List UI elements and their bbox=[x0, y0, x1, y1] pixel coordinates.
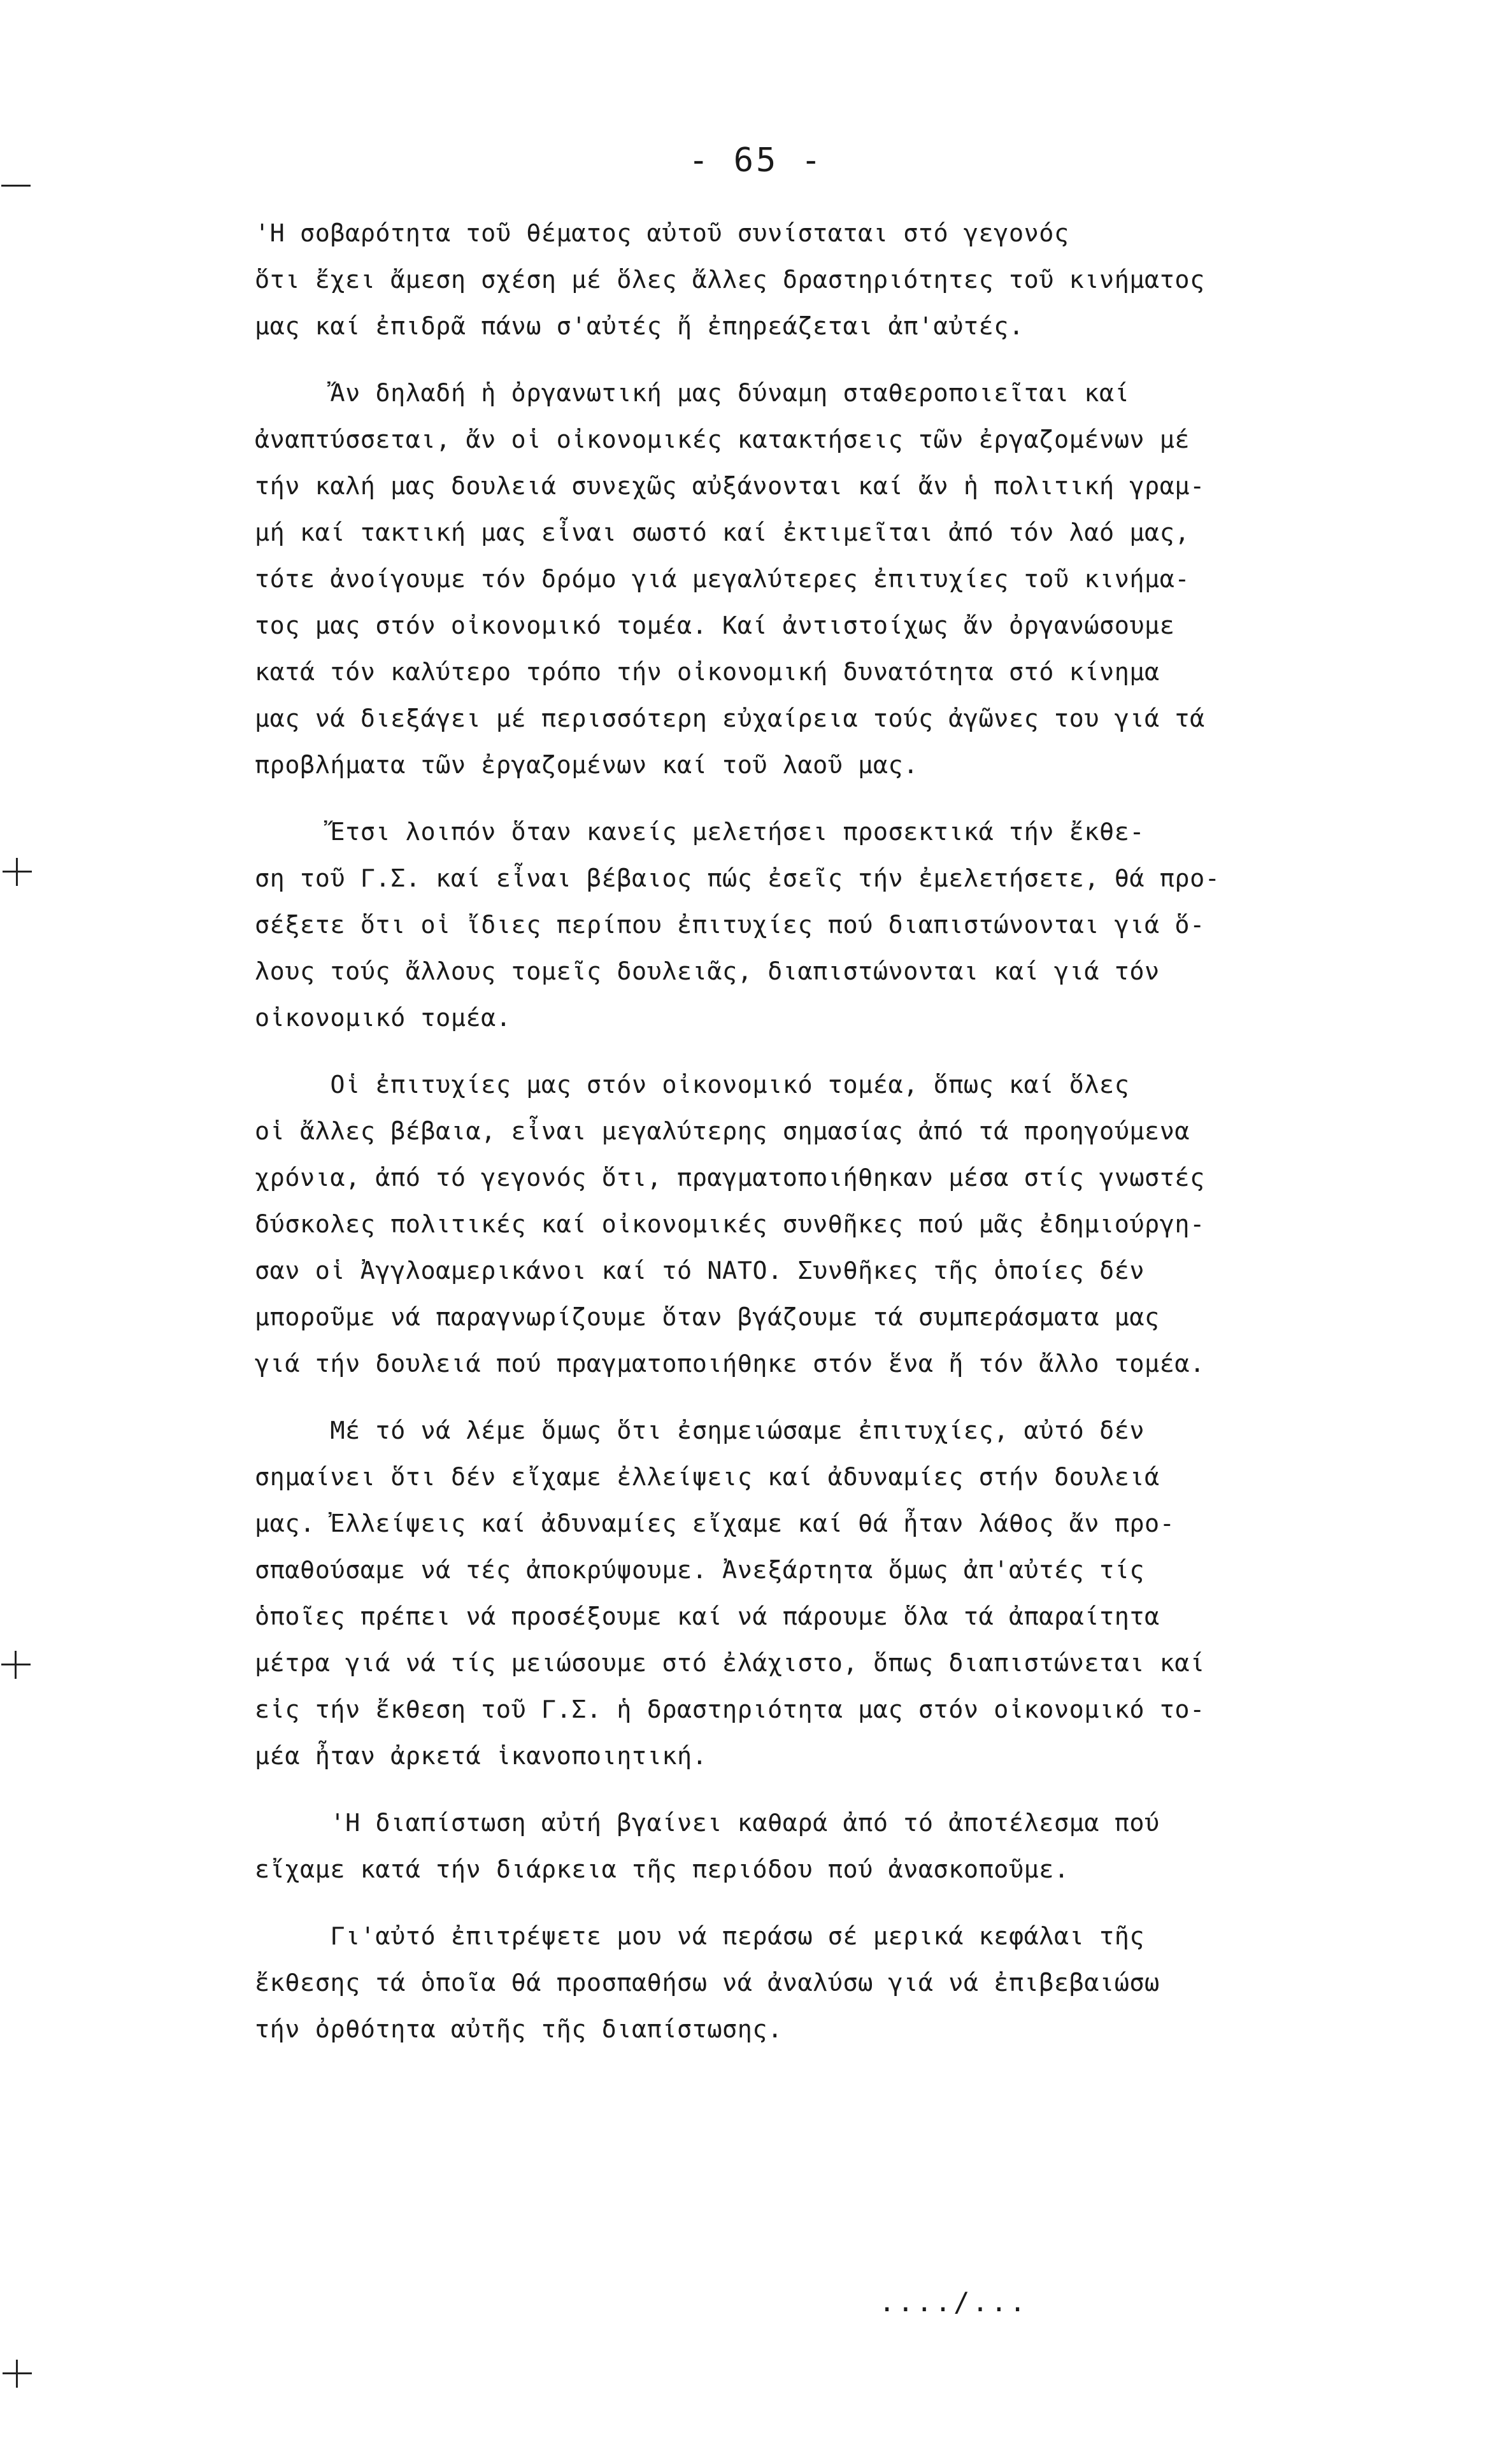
text-line: μή καί τακτική μας εἶναι σωστό καί ἐκτιμεῖται ἀπό τόν λαό μας, bbox=[255, 518, 1190, 547]
paragraph bbox=[255, 1408, 1376, 1779]
text-line: τότε ἀνοίγουμε τόν δρόμο γιά μεγαλύτερες ἐπιτυχίες τοῦ κινήμα- bbox=[255, 565, 1190, 594]
text-line: εἴχαμε κατά τήν διάρκεια τῆς περιόδου πού ἀνασκοποῦμε. bbox=[255, 1855, 1069, 1884]
text-line: μέτρα γιά νά τίς μειώσουμε στό ἐλάχιστο, ὅπως διαπιστώνεται καί bbox=[255, 1649, 1205, 1678]
paragraph bbox=[255, 370, 1376, 788]
page-number: - 65 - bbox=[688, 141, 824, 180]
text-line: Ἔτσι λοιπόν ὅταν κανείς μελετήσει προσεκτικά τήν ἔκθε- bbox=[255, 818, 1145, 846]
body-text bbox=[255, 210, 1376, 2073]
text-line: μας καί ἐπιδρᾶ πάνω σ'αὐτές ἤ ἐπηρεάζεται ἀπ'αὐτές. bbox=[255, 312, 1024, 341]
text-line: μας νά διεξάγει μέ περισσότερη εὐχαίρεια τούς ἀγῶνες του γιά τά bbox=[255, 704, 1205, 733]
text-line: ἀναπτύσσεται, ἄν οἱ οἰκονομικές κατακτήσεις τῶν ἐργαζομένων μέ bbox=[255, 425, 1190, 454]
text-line: ση τοῦ Γ.Σ. καί εἶναι βέβαιος πώς ἐσεῖς τήν ἐμελετήσετε, θά προ- bbox=[255, 864, 1220, 893]
margin-cross-mark bbox=[1, 1664, 31, 1665]
text-line: σαν οἱ Ἀγγλοαμερικάνοι καί τό ΝΑΤΟ. Συνθῆκες τῆς ὁποίες δέν bbox=[255, 1257, 1145, 1285]
text-line: Γι'αὐτό ἐπιτρέψετε μου νά περάσω σέ μερικά κεφάλαι τῆς bbox=[255, 1922, 1145, 1951]
text-line: Οἱ ἐπιτυχίες μας στόν οἰκονομικό τομέα, ὅπως καί ὅλες bbox=[255, 1071, 1130, 1099]
text-line: χρόνια, ἀπό τό γεγονός ὅτι, πραγματοποιήθηκαν μέσα στίς γνωστές bbox=[255, 1164, 1205, 1192]
text-line: τήν καλή μας δουλειά συνεχῶς αὐξάνονται καί ἄν ἡ πολιτική γραμ- bbox=[255, 472, 1205, 501]
paragraph bbox=[255, 1800, 1376, 1893]
paragraph bbox=[255, 1062, 1376, 1387]
text-line: σπαθούσαμε νά τές ἀποκρύψουμε. Ἀνεξάρτητα ὅμως ἀπ'αὐτές τίς bbox=[255, 1556, 1145, 1585]
text-line: δύσκολες πολιτικές καί οἰκονομικές συνθῆκες πού μᾶς ἐδημιούργη- bbox=[255, 1210, 1205, 1239]
text-line: σέξετε ὅτι οἱ ἴδιες περίπου ἐπιτυχίες πού διαπιστώνονται γιά ὅ- bbox=[255, 911, 1205, 939]
text-line: λους τούς ἄλλους τομεῖς δουλειᾶς, διαπιστώνονται καί γιά τόν bbox=[255, 957, 1160, 986]
margin-cross-mark bbox=[3, 2372, 32, 2374]
margin-cross-mark bbox=[3, 871, 32, 873]
text-line: προβλήματα τῶν ἐργαζομένων καί τοῦ λαοῦ μας. bbox=[255, 751, 918, 780]
text-line: ἔκθεσης τά ὁποῖα θά προσπαθήσω νά ἀναλύσω γιά νά ἐπιβεβαιώσω bbox=[255, 1969, 1160, 1997]
text-line: οἰκονομικό τομέα. bbox=[255, 1004, 511, 1032]
text-line: εἰς τήν ἔκθεση τοῦ Γ.Σ. ἡ δραστηριότητα μας στόν οἰκονομικό το- bbox=[255, 1695, 1205, 1724]
text-line: μποροῦμε νά παραγνωρίζουμε ὅταν βγάζουμε τά συμπεράσματα μας bbox=[255, 1303, 1160, 1332]
margin-tick-mark bbox=[1, 185, 31, 187]
text-line: 'Η διαπίστωση αὐτή βγαίνει καθαρά ἀπό τό ἀποτέλεσμα πού bbox=[255, 1809, 1160, 1837]
paragraph bbox=[255, 210, 1376, 350]
text-line: τος μας στόν οἰκονομικό τομέα. Καί ἀντιστοίχως ἄν ὀργανώσουμε bbox=[255, 611, 1175, 640]
text-line: Μέ τό νά λέμε ὅμως ὅτι ἐσημειώσαμε ἐπιτυχίες, αὐτό δέν bbox=[255, 1416, 1145, 1445]
text-line: γιά τήν δουλειά πού πραγματοποιήθηκε στόν ἕνα ἤ τόν ἄλλο τομέα. bbox=[255, 1350, 1205, 1378]
text-line: τήν ὀρθότητα αὐτῆς τῆς διαπίστωσης. bbox=[255, 2015, 783, 2044]
paragraph bbox=[255, 809, 1376, 1041]
text-line: σημαίνει ὅτι δέν εἴχαμε ἐλλείψεις καί ἀδυναμίες στήν δουλειά bbox=[255, 1463, 1160, 1492]
text-line: ὁποῖες πρέπει νά προσέξουμε καί νά πάρουμε ὅλα τά ἀπαραίτητα bbox=[255, 1602, 1160, 1631]
text-line: μέα ἦταν ἀρκετά ἱκανοποιητική. bbox=[255, 1742, 708, 1771]
text-line: 'Η σοβαρότητα τοῦ θέματος αὐτοῦ συνίσταται στό γεγονός bbox=[255, 219, 1069, 248]
text-line: ὅτι ἔχει ἄμεση σχέση μέ ὅλες ἄλλες δραστηριότητες τοῦ κινήματος bbox=[255, 266, 1205, 294]
continuation-mark: ..../... bbox=[879, 2286, 1029, 2318]
text-line: οἱ ἄλλες βέβαια, εἶναι μεγαλύτερης σημασίας ἀπό τά προηγούμενα bbox=[255, 1117, 1190, 1146]
text-line: Ἄν δηλαδή ἡ ὀργανωτική μας δύναμη σταθεροποιεῖται καί bbox=[255, 379, 1130, 408]
paragraph bbox=[255, 1913, 1376, 2053]
text-line: κατά τόν καλύτερο τρόπο τήν οἰκονομική δυνατότητα στό κίνημα bbox=[255, 658, 1160, 687]
text-line: μας. Ἐλλείψεις καί ἀδυναμίες εἴχαμε καί θά ἦταν λάθος ἄν προ- bbox=[255, 1509, 1175, 1538]
